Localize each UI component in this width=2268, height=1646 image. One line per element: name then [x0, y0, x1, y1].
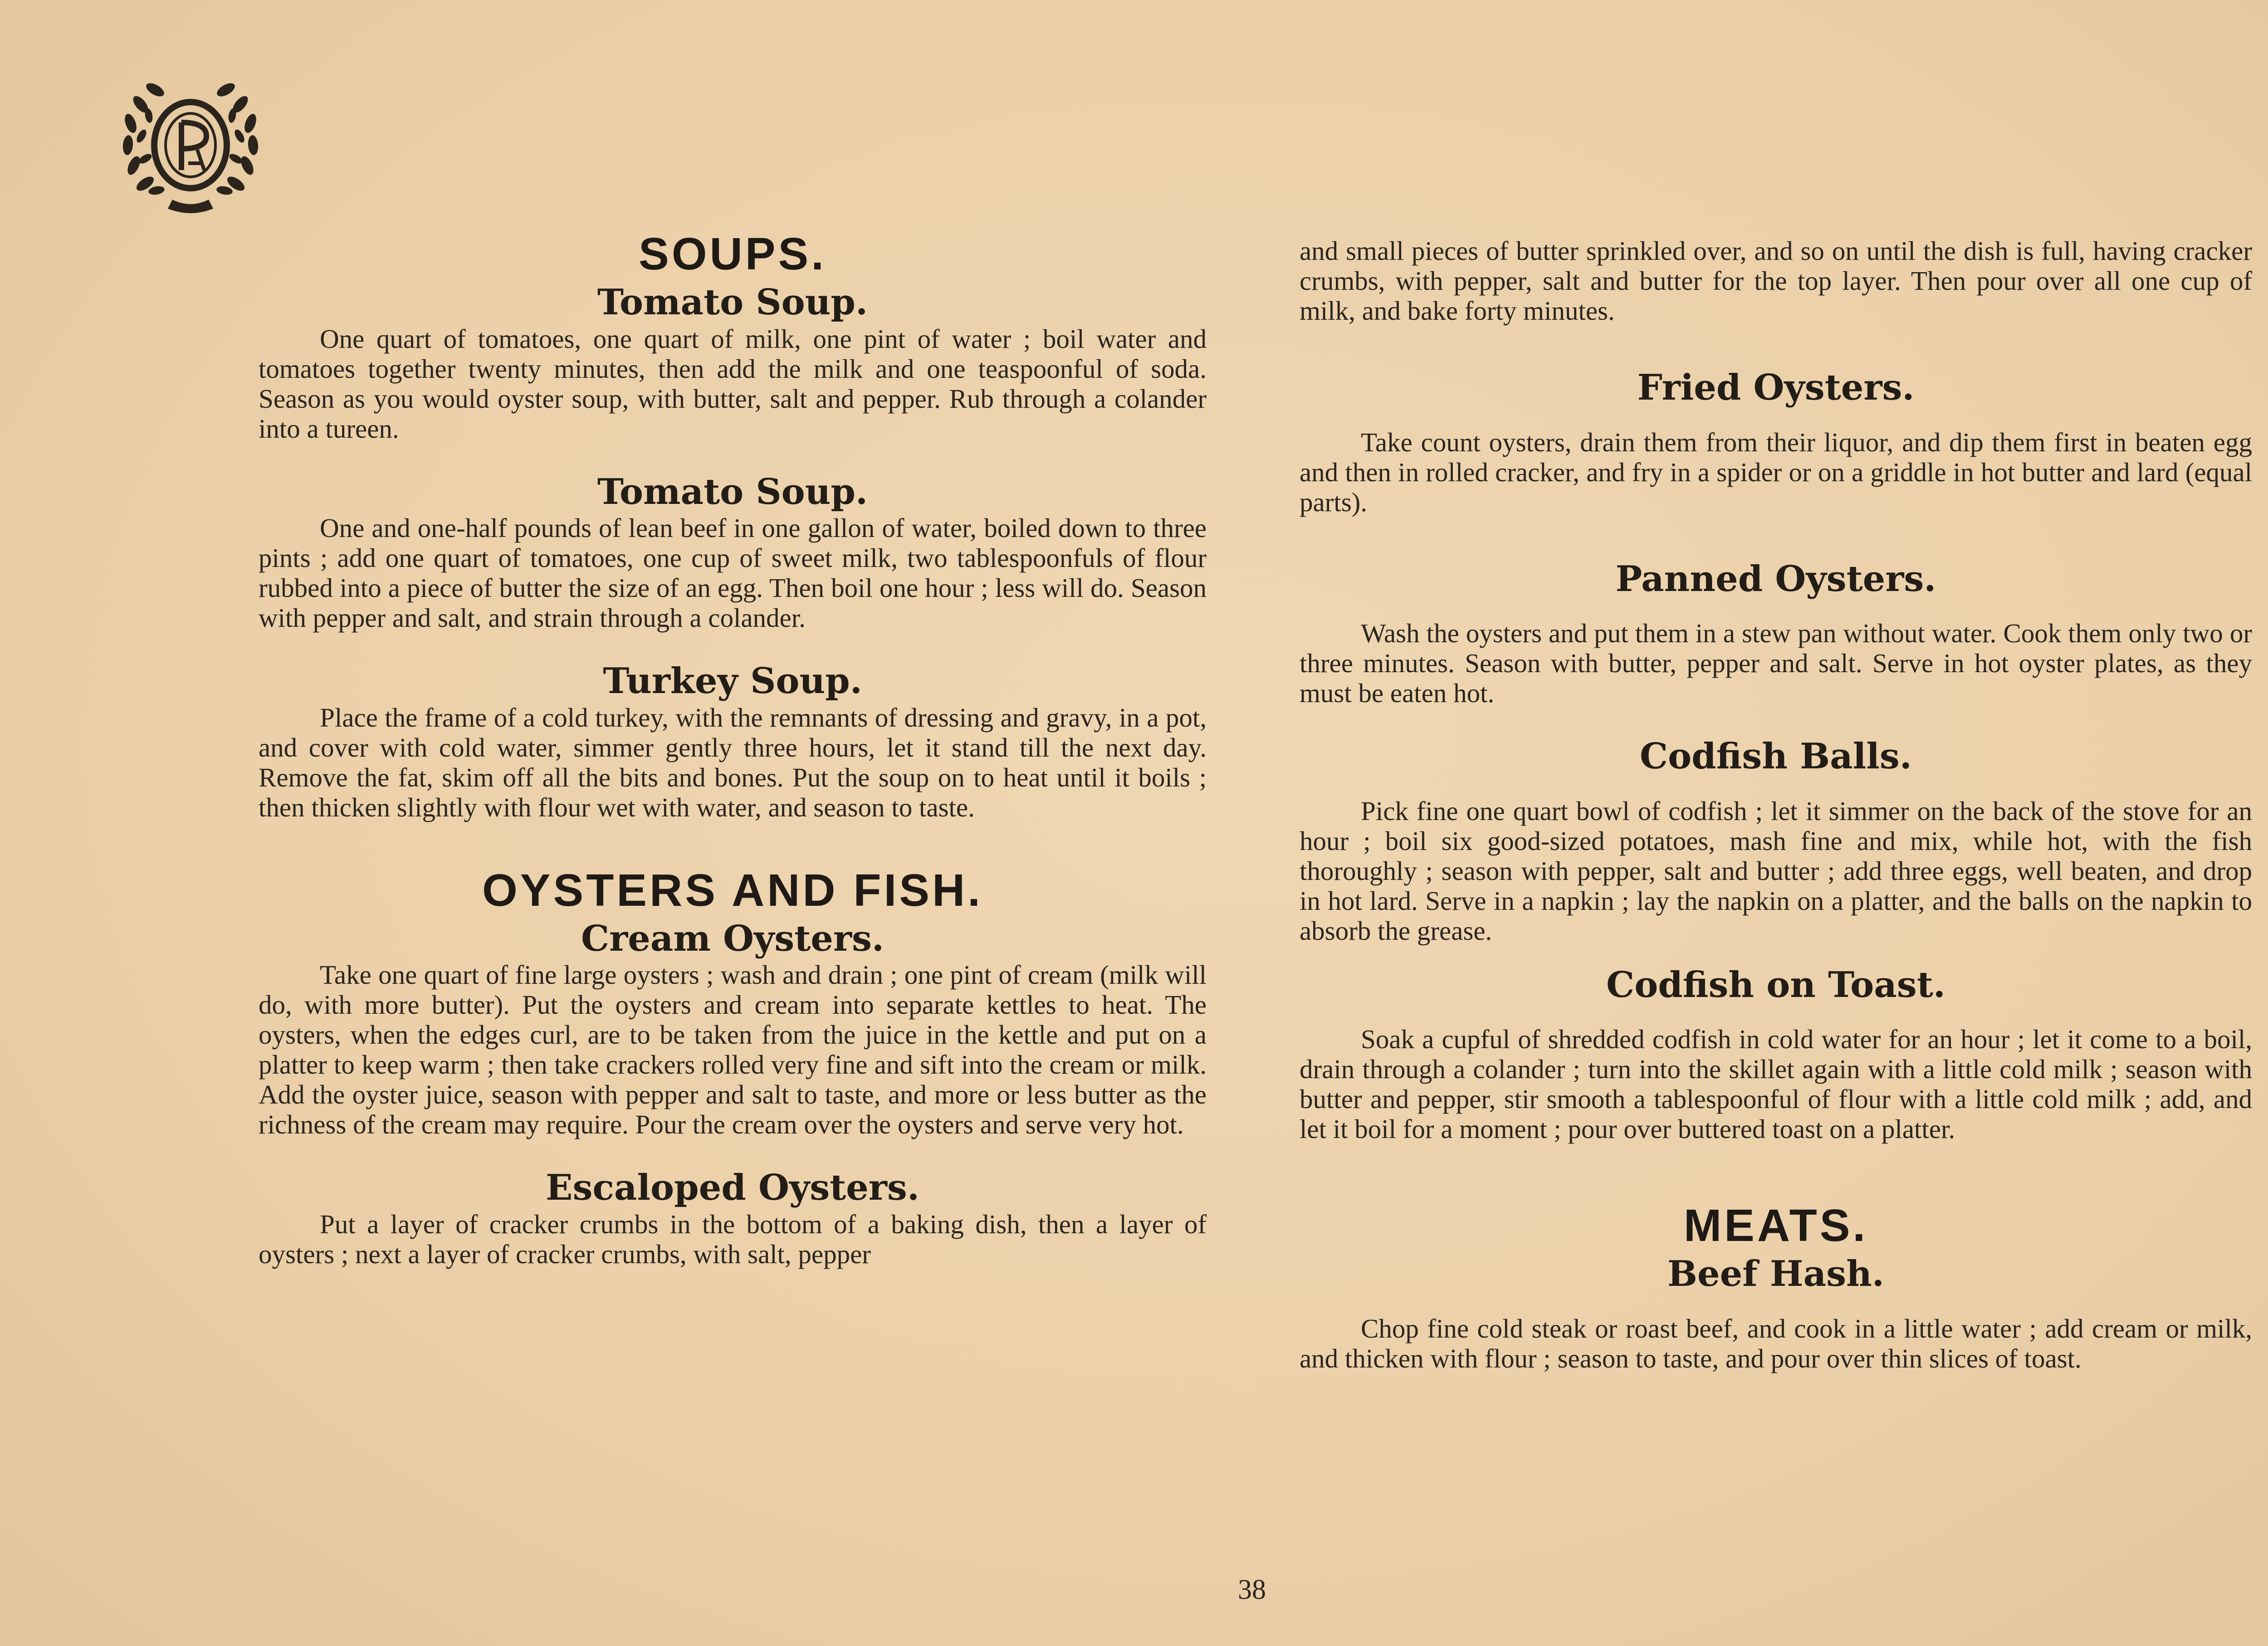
tomato-soup-text: One quart of tomatoes, one quart of milk, one pint of water ; boil water and tomatoes together twenty minutes, then add the milk and one teaspoonful of soda. Season as you would oyster soup, with butter, salt and pepper. Rub through a colander into a tureen.	[259, 323, 1207, 444]
tomato-soup-2-title: Tomato Soup.	[597, 471, 868, 513]
turkey-soup-text: Place the frame of a cold turkey, with the remnants of dressing and gravy, in a pot, and cover with cold water, simmer gently three hours, let it stand till the next day. Remove the fat, skim off all the bits and bones. Put the soup on to heat until it boils ; then thicken slightly with flour wet with water, and season to taste.	[259, 702, 1207, 822]
page-number: 38	[1238, 1574, 1266, 1605]
codfish-balls-title: Codfish Balls.	[1640, 736, 1912, 777]
tomato-soup-title: Tomato Soup.	[597, 282, 868, 323]
meats-heading: MEATS.	[1683, 1200, 1868, 1251]
panned-oysters-text: Wash the oysters and put them in a stew pan without water. Cook them only two or three minutes. Season with butter, pepper and salt. Serve in hot oyster plates, as they must be eaten hot.	[1300, 618, 2252, 708]
codfish-on-toast-text: Soak a cupful of shredded codfish in cold water for an hour ; let it come to a boil, drain through a colander ; turn into the skillet again with a little cold milk ; season with butter and pepper, stir smooth a tablespoonful of flour with a little cold milk ; add, and let it boil for a moment ; pour over buttered toast on a platter.	[1300, 1024, 2252, 1144]
oysters-and-fish-heading: OYSTERS AND FISH.	[482, 865, 983, 916]
escaloped-oysters-continued: and small pieces of butter sprinkled over, and so on until the dish is full, having cracker crumbs, with pepper, salt and butter for the top layer. Then pour over all one cup of milk, and bake forty minutes.	[1300, 236, 2252, 326]
laurel-wreath-monogram-icon	[113, 68, 268, 218]
soups-heading: SOUPS.	[639, 229, 826, 279]
fried-oysters-text: Take count oysters, drain them from their liquor, and dip them first in beaten egg and then in rolled cracker, and fry in a spider or on a griddle in hot butter and lard (equal parts).	[1300, 427, 2252, 517]
panned-oysters-title: Panned Oysters.	[1615, 558, 1936, 600]
escaloped-oysters-title: Escaloped Oysters.	[546, 1167, 919, 1209]
left-column	[259, 227, 1207, 1269]
right-column	[1300, 236, 2252, 1373]
tomato-soup-2-text: One and one-half pounds of lean beef in one gallon of water, boiled down to three pints ; add one quart of tomatoes, one cup of sweet milk, two tablespoonfuls of flour rubbed into a piece of butter the size of an egg. Then boil one hour ; less will do. Season with pepper and salt, and strain through a colander.	[259, 513, 1207, 633]
turkey-soup-title: Turkey Soup.	[603, 660, 862, 702]
cream-oysters-title: Cream Oysters.	[581, 918, 885, 959]
cream-oysters-text: Take one quart of fine large oysters ; wash and drain ; one pint of cream (milk will do, with more butter). Put the oysters and cream into separate kettles to heat. The oysters, when the edges curl, are to be taken from the juice in the kettle and put on a platter to keep warm ; then take crackers rolled very fine and sift into the cream or milk. Add the oyster juice, season with pepper and salt to taste, and more or less butter as the richness of the cream may require. Pour the cream over the oysters and serve very hot.	[259, 960, 1207, 1140]
fried-oysters-title: Fried Oysters.	[1637, 367, 1915, 408]
escaloped-oysters-text: Put a layer of cracker crumbs in the bottom of a baking dish, then a layer of oysters ; next a layer of cracker crumbs, with salt, pepper	[259, 1209, 1207, 1269]
beef-hash-text: Chop fine cold steak or roast beef, and cook in a little water ; add cream or milk, and thicken with flour ; season to taste, and pour over thin slices of toast.	[1300, 1313, 2252, 1373]
beef-hash-title: Beef Hash.	[1667, 1253, 1884, 1295]
codfish-on-toast-title: Codfish on Toast.	[1606, 964, 1945, 1006]
codfish-balls-text: Pick fine one quart bowl of codfish ; let it simmer on the back of the stove for an hour ; boil six good-sized potatoes, mash fine and mix, while hot, with the fish thoroughly ; season with pepper, salt and butter ; add three eggs, well beaten, and drop in hot lard. Serve in a napkin ; lay the napkin on a platter, and the balls on the napkin to absorb the grease.	[1300, 796, 2252, 946]
